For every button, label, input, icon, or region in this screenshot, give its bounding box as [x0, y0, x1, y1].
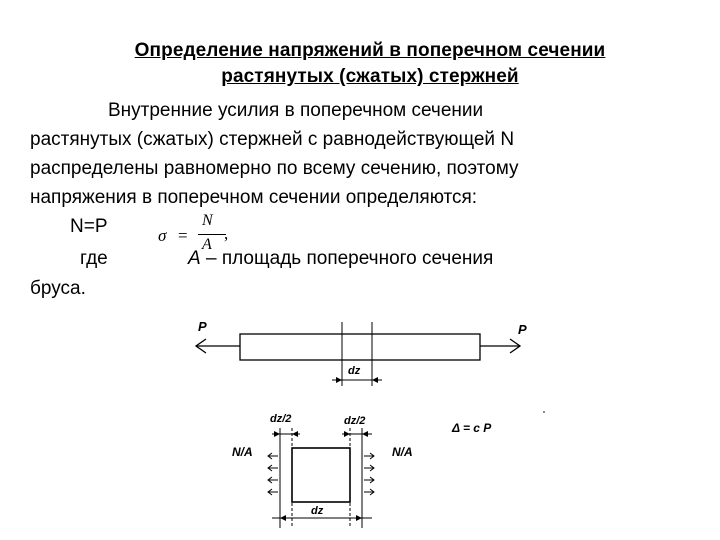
half-dz-arrow-1 [274, 431, 280, 437]
stress-label-right: N/A [392, 445, 413, 459]
formula-equals: = [178, 226, 188, 245]
stress-arrows-right [364, 453, 374, 495]
area-description-end: бруса. [30, 278, 86, 299]
where-word: где [80, 248, 108, 269]
half-dz-arrow-4 [362, 431, 368, 437]
stray-dot [543, 411, 545, 413]
dz-arrow-right [372, 377, 378, 383]
body-line-1: Внутренние усилия в поперечном сечении [108, 100, 484, 121]
force-label-left: P [198, 319, 207, 334]
dz-bottom-arrow-right [356, 515, 362, 521]
bar-rectangle [240, 334, 480, 360]
element-rectangle [292, 448, 350, 502]
area-symbol: A [188, 248, 201, 269]
half-dz-arrow-2 [292, 431, 298, 437]
area-description: – площадь поперечного сечения [206, 248, 494, 269]
n-equals-p: N=P [70, 216, 108, 237]
sigma-symbol: σ [158, 226, 167, 245]
stress-label-left: N/A [232, 445, 253, 459]
half-dz-arrow-3 [344, 431, 350, 437]
force-label-right: P [518, 322, 527, 337]
half-dz-label-right: dz/2 [344, 415, 366, 427]
half-dz-label-left: dz/2 [270, 413, 292, 425]
title-line-2: растянутых (сжатых) стержней [221, 66, 519, 87]
body-line-2: растянутых (сжатых) стержней с равнодействующей N [30, 129, 515, 150]
title-line-1: Определение напряжений в поперечном сечении [134, 40, 606, 61]
dz-label-bottom: dz [311, 505, 324, 517]
formula-numerator: N [202, 212, 213, 229]
stress-arrows-left [268, 453, 278, 495]
body-line-4: напряжения в поперечном сечении определяются: [30, 187, 478, 208]
formula-comma: , [224, 224, 229, 243]
side-formula: Δ = c P [452, 421, 492, 435]
body-line-3: распределены равномерно по всему сечению, поэтому [30, 158, 519, 179]
dz-label-top: dz [348, 365, 361, 377]
formula-denominator: A [202, 236, 212, 253]
dz-arrow-left [336, 377, 342, 383]
dz-bottom-arrow-left [280, 515, 286, 521]
